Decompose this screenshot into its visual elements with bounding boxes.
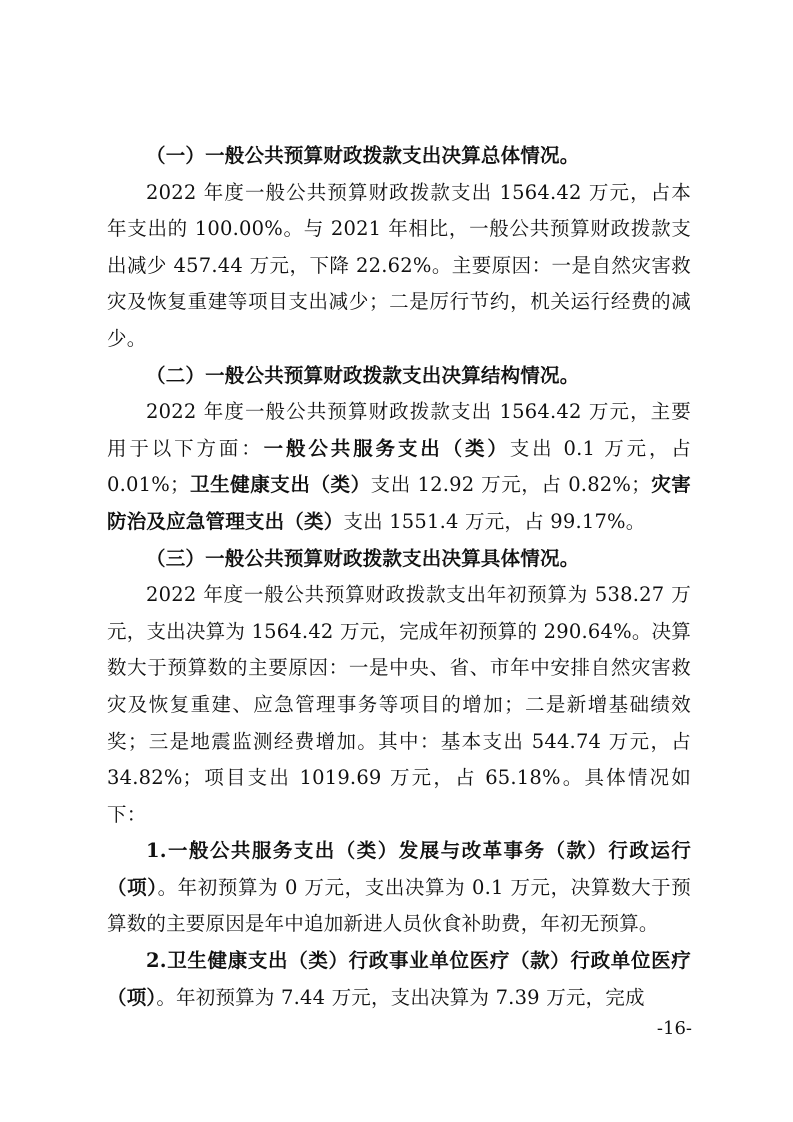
category-health: 卫生健康支出（类） [189, 473, 371, 497]
item-2-text: 。年初预算为 7.44 万元，支出决算为 7.39 万元，完成 [156, 985, 645, 1009]
page-number: -16- [656, 1018, 692, 1039]
item-2-title: 2.卫生健康支出（类）行政事业单位医疗（款）行政单位医疗（项） [107, 949, 691, 1009]
section-2-text: 支出 0.1 万元，占 0.01%； [107, 436, 692, 497]
category-general-public-services: 一般公共服务支出（类） [263, 436, 510, 460]
item-1 [107, 833, 691, 943]
item-1-text: 。年初预算为 0 万元，支出决算为 0.1 万元，决算数大于预算数的主要原因是年中追加新进人员伙食补助费，年初无预算。 [107, 875, 691, 936]
section-2-body [107, 394, 691, 540]
section-2-heading: （二）一般公共预算财政拨款支出决算结构情况。 [146, 363, 580, 387]
section-2-text: 支出 1551.4 万元，占 99.17%。 [343, 509, 646, 533]
category-disaster-prevention: 灾害防治及应急管理支出（类） [107, 473, 691, 533]
section-2-text: 2022 年度一般公共预算财政拨款支出 1564.42 万元，主要用于以下方面： [107, 400, 691, 460]
section-3-heading: （三）一般公共预算财政拨款支出决算具体情况。 [146, 546, 580, 570]
section-3-body: 2022 年度一般公共预算财政拨款支出年初预算为 538.27 万元，支出决算为 1564.42 万元，完成年初预算的 290.64%。决算数大于预算数的主要原因：一是中央、省、市年中安排自然灾害救灾及恢复重建、应急管理事务等项目的增加；二是新增基础绩效奖；三是地震监测经费增加。其中：基本支出 544.74 万元，占 34.82%；项目支出 1019.69 万元，占 65.18%。具体情况如下： [107, 583, 691, 826]
section-2-text: 支出 12.92 万元，占 0.82%； [370, 473, 651, 497]
section-1-heading: （一）一般公共预算财政拨款支出决算总体情况。 [146, 144, 580, 167]
item-2 [107, 943, 691, 1016]
section-1-body: 2022 年度一般公共预算财政拨款支出 1564.42 万元，占本年支出的 100.00%。与 2021 年相比，一般公共预算财政拨款支出减少 457.44 万元，下降 22.62%。主要原因：一是自然灾害救灾及恢复重建等项目支出减少；二是厉行节约，机关运行经费的减少。 [107, 180, 691, 350]
item-1-title: 1.一般公共服务支出（类）发展与改革事务（款）行政运行（项） [107, 839, 691, 899]
document-body [107, 138, 691, 1016]
